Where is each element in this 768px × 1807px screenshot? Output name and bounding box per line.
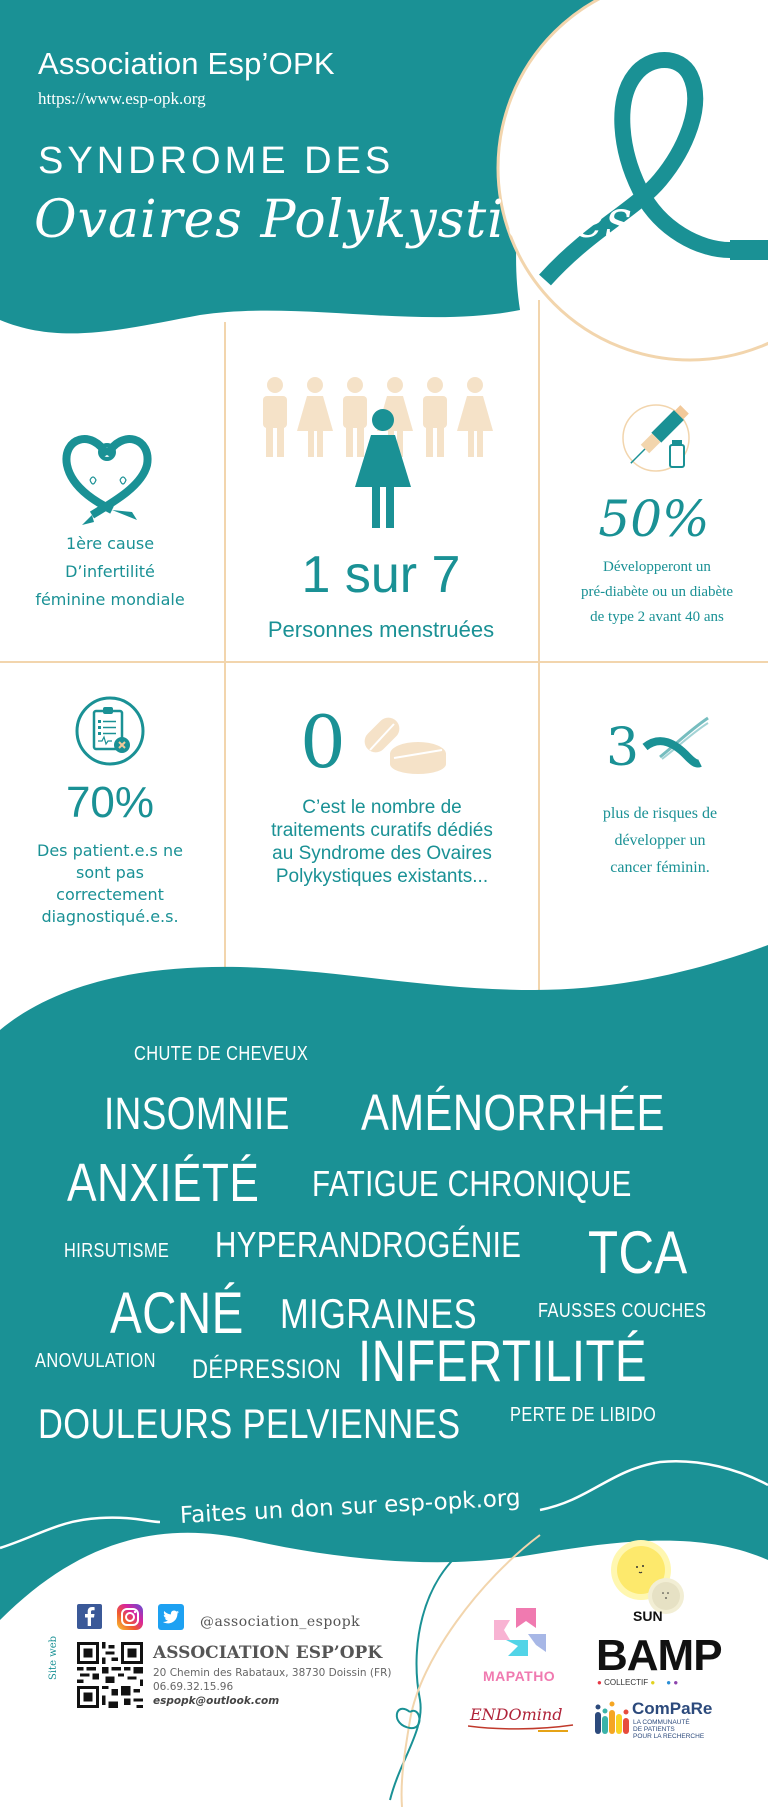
person-figure-woman bbox=[457, 377, 493, 457]
symptom-word: DÉPRESSION bbox=[192, 1354, 342, 1384]
partner-logo-compare[interactable] bbox=[595, 1700, 629, 1736]
stat-diabetes-text bbox=[546, 555, 768, 630]
symptom-word: MIGRAINES bbox=[280, 1290, 477, 1337]
org-url-link[interactable]: https://www.esp-opk.org bbox=[38, 89, 206, 108]
awareness-ribbon-icon bbox=[530, 40, 768, 290]
qr-label: Site web bbox=[48, 1635, 59, 1680]
qr-code[interactable] bbox=[77, 1642, 143, 1708]
partner-compare-tagline-line: LA COMMUNAUTÉ bbox=[633, 1719, 690, 1726]
stat-prevalence-value: 1 sur 7 bbox=[301, 546, 461, 604]
partner-bamp-dots: ● COLLECTIF ● ● ● bbox=[597, 1678, 679, 1687]
footer-email[interactable]: espopk@outlook.com bbox=[153, 1695, 280, 1707]
instagram-icon[interactable] bbox=[117, 1604, 143, 1630]
stat-diagnosis-line: correctement bbox=[56, 885, 164, 904]
symptom-word: FAUSSES COUCHES bbox=[538, 1300, 707, 1322]
endomind-swoosh bbox=[468, 1722, 578, 1734]
stat-diabetes-line: Développeront un bbox=[603, 559, 711, 575]
symptom-word: ANOVULATION bbox=[35, 1350, 156, 1372]
people-icon bbox=[255, 375, 510, 535]
stat-cancer-value: 3 bbox=[606, 718, 640, 778]
stat-diagnosis-value: 70% bbox=[65, 778, 155, 827]
partner-logo-mapatho[interactable] bbox=[494, 1608, 550, 1660]
partner-compare-label: ComPaRe bbox=[632, 1699, 713, 1718]
insulin-pen-icon bbox=[620, 400, 695, 475]
stat-cancer-text bbox=[560, 800, 760, 881]
symptom-word: ANXIÉTÉ bbox=[67, 1153, 260, 1213]
symptom-word: AMÉNORRHÉE bbox=[361, 1084, 665, 1141]
stat-diagnosis-line: sont pas bbox=[76, 863, 144, 882]
stat-diagnosis-line: diagnostiqué.e.s. bbox=[41, 907, 179, 926]
pills-icon bbox=[360, 710, 450, 775]
footer-phone[interactable]: 06.69.32.15.96 bbox=[153, 1681, 234, 1693]
stat-cancer-line: développer un bbox=[614, 832, 706, 849]
person-figure-man bbox=[263, 377, 287, 457]
symptom-word: FATIGUE CHRONIQUE bbox=[312, 1163, 632, 1204]
stat-treatments-line: au Syndrome des Ovaires bbox=[272, 843, 492, 864]
page-title-line2: Ovaires Polykystiques bbox=[34, 190, 634, 250]
stat-diagnosis-line: Des patient.e.s ne bbox=[37, 841, 183, 860]
facebook-icon[interactable] bbox=[77, 1604, 102, 1629]
symptom-word: HIRSUTISME bbox=[64, 1240, 170, 1262]
stat-treatments-line: traitements curatifs dédiés bbox=[271, 820, 493, 841]
clipboard-icon bbox=[74, 695, 146, 767]
stat-treatments-line: C’est le nombre de bbox=[302, 797, 462, 818]
partner-compare-tagline bbox=[633, 1719, 704, 1740]
page-title-line1: SYNDROME DES bbox=[38, 140, 395, 182]
stat-diagnosis-text bbox=[20, 840, 200, 928]
symptom-word: ACNÉ bbox=[110, 1281, 244, 1346]
grid-hline bbox=[0, 661, 768, 663]
org-name: Association Esp’OPK bbox=[38, 46, 335, 81]
symptom-word: CHUTE DE CHEVEUX bbox=[134, 1043, 309, 1065]
symptom-word: INSOMNIE bbox=[104, 1088, 290, 1139]
stat-treatments-line: Polykystiques existants... bbox=[275, 866, 489, 887]
stat-cancer-line: plus de risques de bbox=[602, 805, 718, 822]
stat-diabetes-value: 50% bbox=[598, 490, 710, 548]
stat-treatments-text bbox=[232, 796, 532, 888]
stat-infertility-line: 1ère cause bbox=[65, 534, 155, 553]
symptom-word: TCA bbox=[588, 1219, 688, 1286]
stat-diabetes-line: de type 2 avant 40 ans bbox=[590, 609, 724, 625]
footer-curve-teal bbox=[390, 1545, 470, 1800]
grid-vline-2 bbox=[538, 300, 540, 990]
donate-link[interactable]: Faites un don sur esp-opk.org bbox=[179, 1485, 522, 1529]
stat-infertility-text bbox=[20, 530, 200, 614]
cancer-ribbon-icon bbox=[640, 715, 710, 775]
partner-compare-tagline-line: DE PATIENTS bbox=[633, 1726, 675, 1733]
grid-vline-1 bbox=[224, 322, 226, 992]
stat-prevalence-label: Personnes menstruées bbox=[267, 617, 495, 642]
partner-bamp-sub: COLLECTIF bbox=[604, 1678, 649, 1687]
stat-diabetes-line: pré-diabète ou un diabète bbox=[580, 584, 733, 600]
person-figure-woman bbox=[297, 377, 333, 457]
partner-mapatho-label: MAPATHO bbox=[483, 1668, 556, 1684]
stat-treatments-value: 0 bbox=[300, 700, 346, 784]
symptom-word: HYPERANDROGÉNIE bbox=[215, 1224, 522, 1265]
heart-ribbon-icon bbox=[62, 430, 152, 525]
person-figure-man bbox=[343, 377, 367, 457]
stat-infertility-line: D’infertilité bbox=[65, 562, 155, 581]
social-handle[interactable]: @association_espopk bbox=[200, 1614, 361, 1630]
partner-compare-tagline-line: POUR LA RECHERCHE bbox=[633, 1733, 705, 1740]
stat-cancer-line: cancer féminin. bbox=[610, 859, 710, 876]
person-figure-man bbox=[423, 377, 447, 457]
partner-endomind-label: ENDOmind bbox=[470, 1705, 563, 1724]
twitter-icon[interactable] bbox=[158, 1604, 184, 1630]
footer-address: 20 Chemin des Rabataux, 38730 Doissin (FR) bbox=[153, 1667, 392, 1679]
partner-bamp-label: BAMP bbox=[596, 1631, 722, 1680]
partner-sun-label: SUN bbox=[633, 1608, 663, 1624]
symptom-word: DOULEURS PELVIENNES bbox=[38, 1400, 461, 1447]
partner-logo-bamp[interactable] bbox=[596, 1631, 722, 1680]
stat-infertility-line: féminine mondiale bbox=[35, 590, 185, 609]
symptom-word: PERTE DE LIBIDO bbox=[510, 1404, 657, 1426]
footer-assoc-name: ASSOCIATION ESP’OPK bbox=[153, 1643, 383, 1663]
symptom-word: INFERTILITÉ bbox=[358, 1329, 648, 1394]
